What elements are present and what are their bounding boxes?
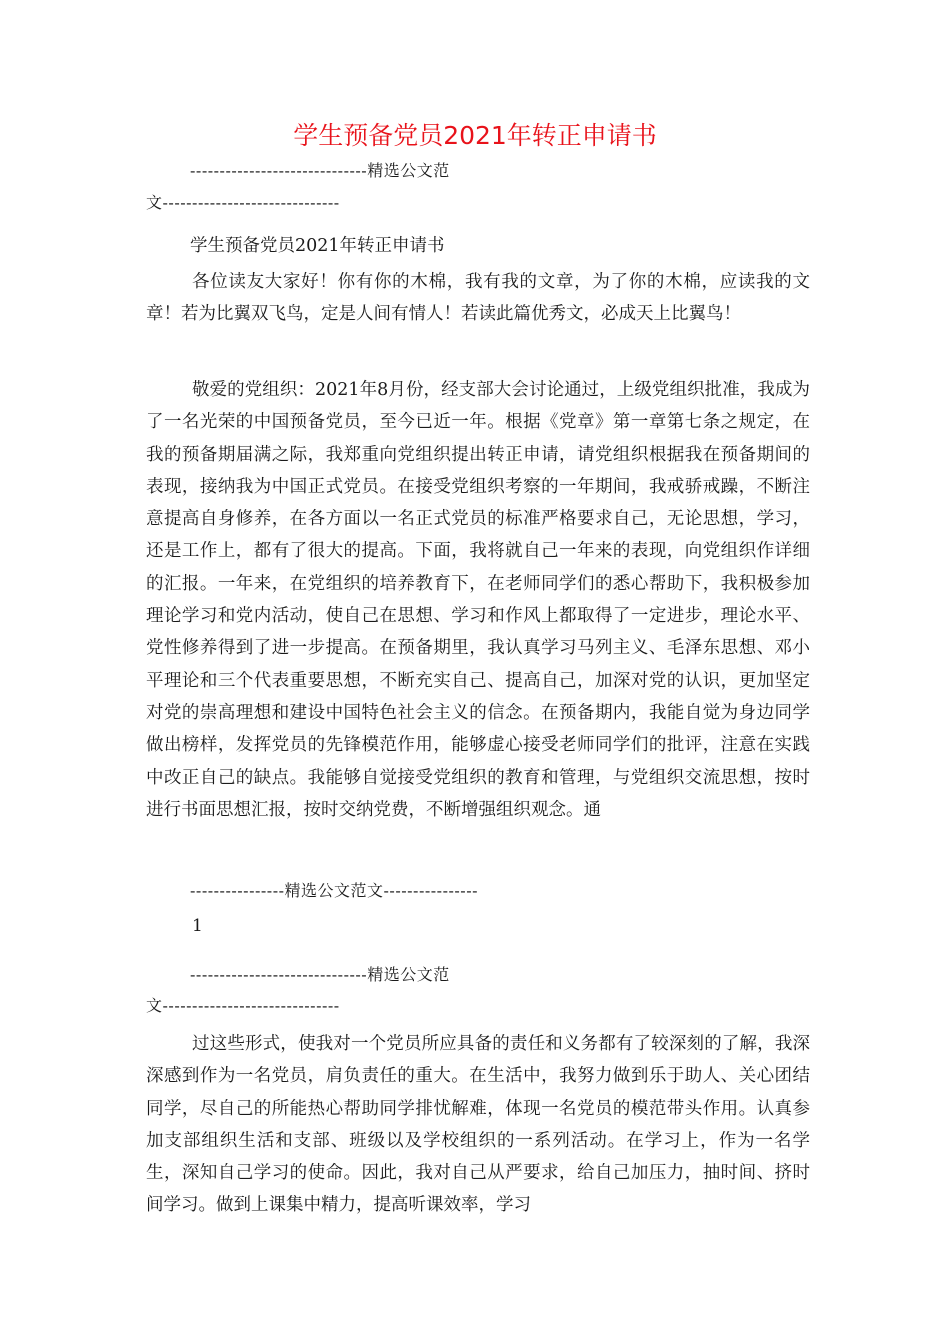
header-separator-line1: ------------------------------精选公文范 [190,161,450,180]
document-title: 学生预备党员2021年转正申请书 [293,121,657,150]
intro-paragraph: 各位读友大家好！你有你的木棉，我有我的文章，为了你的木棉，应读我的文章！若为比翼双飞鸟，定是人间有情人！若读此篇优秀文，必成天上比翼鸟！ [146,272,810,325]
footer-separator: ----------------精选公文范文---------------- [190,881,479,900]
inner-title: 学生预备党员2021年转正申请书 [190,236,445,256]
page2-separator-line2: 文------------------------------ [146,996,340,1015]
header-separator-line2: 文------------------------------ [146,193,340,212]
continued-paragraph: 过这些形式，使我对一个党员所应具备的责任和义务都有了较深刻的了解，我深深感到作为一名党员，肩负责任的重大。在生活中，我努力做到乐于助人、关心团结同学，尽自己的所能热心帮助同学排忧解难，体现一名党员的模范带头作用。认真参加支部组织生活和支部、班级以及学校组织的一系列活动。在学习上，作为一名学生，深知自己学习的使命。因此，我对自己从严要求，给自己加压力，抽时间、挤时间学习。做到上课集中精力，提高听课效率，学习 [146,1034,810,1216]
page2-separator-line1: ------------------------------精选公文范 [190,965,450,984]
main-paragraph: 敬爱的党组织：2021年8月份，经支部大会讨论通过，上级党组织批准，我成为了一名光荣的中国预备党员，至今已近一年。根据《党章》第一章第七条之规定，在我的预备期届满之际，我郑重向党组织提出转正申请，请党组织根据我在预备期间的表现，接纳我为中国正式党员。在接受党组织考察的一年期间，我戒骄戒躁，不断注意提高自身修养，在各方面以一名正式党员的标准严格要求自己，无论思想，学习，还是工作上，都有了很大的提高。下面，我将就自己一年来的表现，向党组织作详细的汇报。一年来，在党组织的培养教育下，在老师同学们的悉心帮助下，我积极参加理论学习和党内活动，使自己在思想、学习和作风上都取得了一定进步，理论水平、党性修养得到了进一步提高。在预备期里，我认真学习马列主义、毛泽东思想、邓小平理论和三个代表重要思想，不断充实自己、提高自己，加深对党的认识，更加坚定对党的崇高理想和建设中国特色社会主义的信念。在预备期内，我能自觉为身边同学做出榜样，发挥党员的先锋模范作用，能够虚心接受老师同学们的批评，注意在实践中改正自己的缺点。我能够自觉接受党组织的教育和管理，与党组织交流思想，按时进行书面思想汇报，按时交纳党费，不断增强组织观念。通 [146,380,810,820]
page-number: 1 [192,916,203,936]
